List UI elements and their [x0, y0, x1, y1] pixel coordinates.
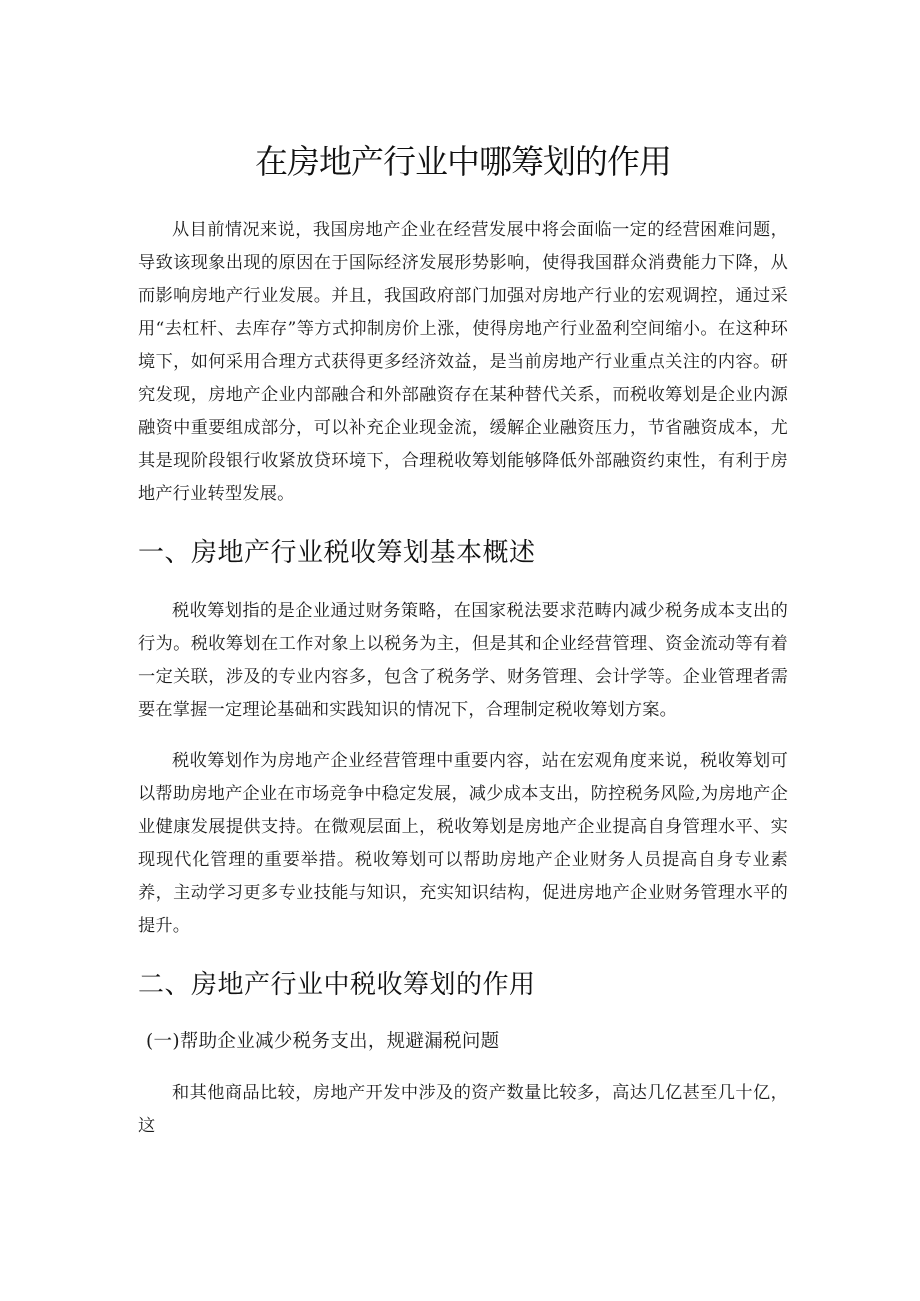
document-title: 在房地产行业中哪筹划的作用 [255, 142, 671, 181]
section-1-paragraph-1: 税收筹划指的是企业通过财务策略，在国家税法要求范畴内减少税务成本支出的行为。税收筹划在工作对象上以税务为主，但是其和企业经营管理、资金流动等有着一定关联，涉及的专业内容多，包含了税务学、财务管理、会计学等。企业管理者需要在掌握一定理论基础和实践知识的情况下，合理制定税收筹划方案。 [138, 601, 788, 720]
section-2-subheading: (一)帮助企业减少税务支出，规避漏税问题 [146, 1031, 500, 1052]
section-2-heading: 二、房地产行业中税收筹划的作用 [138, 970, 536, 1000]
section-1-paragraph-2: 税收筹划作为房地产企业经营管理中重要内容，站在宏观角度来说，税收筹划可以帮助房地产企业在市场竞争中稳定发展，减少成本支出，防控税务风险,为房地产企业健康发展提供支持。在微观层面上，税收筹划是房地产企业提高自身管理水平、实现现代化管理的重要举措。税收筹划可以帮助房地产企业财务人员提高自身专业素养，主动学习更多专业技能与知识，充实知识结构，促进房地产企业财务管理水平的提升。 [138, 751, 788, 936]
intro-paragraph: 从目前情况来说，我国房地产企业在经营发展中将会面临一定的经营困难问题，导致该现象出现的原因在于国际经济发展形势影响，使得我国群众消费能力下降，从而影响房地产行业发展。并且，我国政府部门加强对房地产行业的宏观调控，通过采用“去杠杆、去库存”等方式抑制房价上涨，使得房地产行业盈利空间缩小。在这种环境下，如何采用合理方式获得更多经济效益，是当前房地产行业重点关注的内容。研究发现，房地产企业内部融合和外部融资存在某种替代关系，而税收筹划是企业内源融资中重要组成部分，可以补充企业现金流，缓解企业融资压力，节省融资成本，尤其是现阶段银行收紧放贷环境下，合理税收筹划能够降低外部融资约束性，有利于房地产行业转型发展。 [138, 220, 788, 504]
section-2-paragraph-1: 和其他商品比较，房地产开发中涉及的资产数量比较多，高达几亿甚至几十亿，这 [138, 1083, 788, 1136]
section-1-heading: 一、房地产行业税收筹划基本概述 [138, 538, 536, 568]
